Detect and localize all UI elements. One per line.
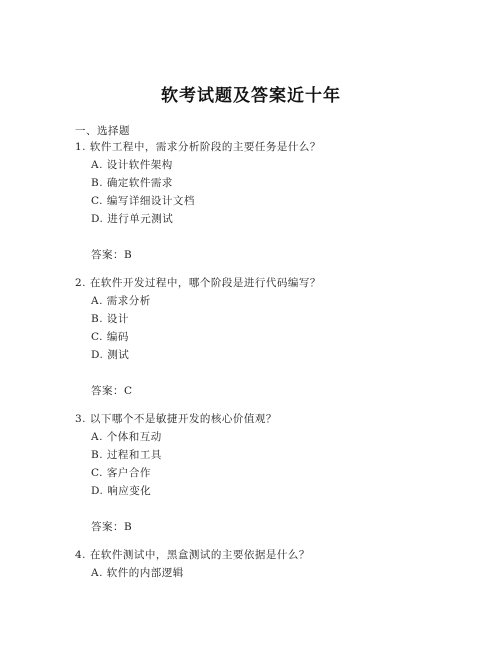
question-stem: 3. 以下哪个不是敏捷开发的核心价值观？	[75, 413, 277, 425]
question-1	[75, 138, 475, 264]
option-a: A. 设计软件架构	[91, 159, 173, 171]
document-title: 软考试题及答案近十年	[161, 86, 341, 106]
question-stem: 2. 在软件开发过程中，哪个阶段是进行代码编写？	[75, 277, 321, 289]
question-3	[75, 410, 475, 536]
answer-text: 答案：C	[91, 385, 133, 397]
option-list	[75, 292, 475, 364]
question-stem: 4. 在软件测试中，黑盒测试的主要依据是什么？	[75, 549, 310, 561]
option-b: B. 设计	[91, 313, 129, 325]
option-b: B. 确定软件需求	[91, 177, 173, 189]
option-b: B. 过程和工具	[91, 449, 162, 461]
question-4	[75, 546, 475, 582]
answer-text: 答案：B	[91, 521, 133, 533]
question-stem: 1. 软件工程中，需求分析阶段的主要任务是什么？	[75, 141, 321, 153]
option-c: C. 编码	[91, 331, 129, 343]
answer-text: 答案：B	[91, 249, 133, 261]
option-d: D. 进行单元测试	[91, 213, 174, 225]
option-a: A. 个体和互动	[91, 431, 162, 443]
option-list	[75, 156, 475, 228]
question-2	[75, 274, 475, 400]
option-list	[75, 564, 475, 582]
option-list	[75, 428, 475, 500]
option-c: C. 编写详细设计文档	[91, 195, 195, 207]
option-a: A. 需求分析	[91, 295, 151, 307]
option-d: D. 测试	[91, 349, 130, 361]
option-c: C. 客户合作	[91, 467, 151, 479]
option-d: D. 响应变化	[91, 485, 152, 497]
section-heading: 一、选择题	[75, 125, 130, 137]
option-a: A. 软件的内部逻辑	[91, 567, 184, 579]
